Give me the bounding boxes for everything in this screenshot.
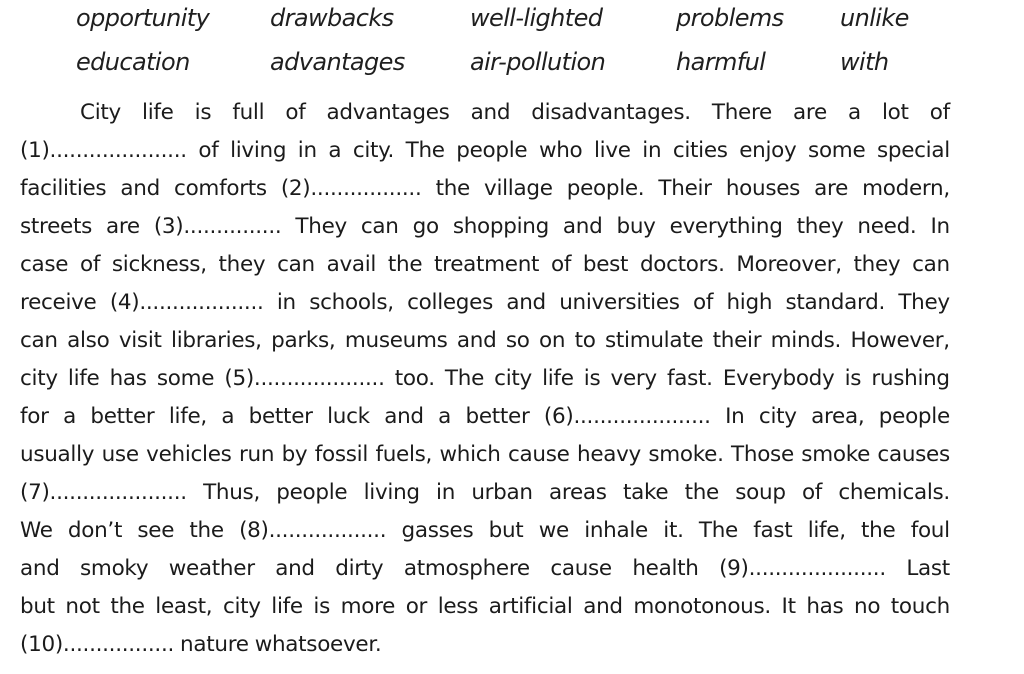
passage-word: and [583,594,623,619]
passage-word: very [610,366,657,391]
passage-word: are [105,214,140,239]
passage-word: take [622,480,669,505]
passage-word: universities [559,290,680,315]
passage-word: the [861,518,896,543]
passage-word: in [276,290,296,315]
passage-word: fuels, [375,442,433,467]
passage-word: or [405,594,428,619]
word-opportunity: opportunity [76,4,210,32]
passage-word: comforts [174,176,267,201]
passage-word: City [80,100,121,125]
passage-word: (9)..................... [719,556,886,581]
word-education: education [76,48,190,76]
word-harmful: harmful [676,48,766,76]
passage-word: has [109,366,147,391]
passage-word: can [360,214,399,239]
passage-word: we [538,518,569,543]
passage-word: full [232,100,265,125]
passage-line-3 [20,176,950,210]
passage-word: too. [394,366,435,391]
passage-word: their [712,328,762,353]
passage-word: fast [753,518,793,543]
passage-word: they [853,252,901,277]
passage-word: rushing [871,366,950,391]
passage-word: but [20,594,55,619]
passage-word: dirty [335,556,384,581]
passage-word: can [912,252,950,277]
passage-word: enjoy [739,138,797,163]
passage-word: the [387,252,423,277]
passage-word: not [65,594,100,619]
passage-word: disadvantages. [531,100,691,125]
passage-word: minds. [770,328,842,353]
passage-word: luck [327,404,370,429]
passage-word: chemicals. [838,480,950,505]
passage-word: Moreover, [736,252,842,277]
passage-word: parks, [271,328,336,353]
passage-word: can [277,252,315,277]
passage-word: schools, [309,290,394,315]
passage-word: need. [857,214,917,239]
passage-word: health [632,556,699,581]
passage-word: visit [118,328,162,353]
passage-word: libraries, [171,328,262,353]
passage-line-5 [20,252,950,286]
passage-word: less [437,594,479,619]
passage-word: facilities [20,176,107,201]
passage-word: gasses [401,518,474,543]
passage-word: people [456,138,528,163]
passage-word: case [20,252,69,277]
passage-line-4 [20,214,950,248]
passage-word: usually [20,442,95,467]
passage-word: everything [669,214,783,239]
passage-word: of [198,138,219,163]
passage-word: life [142,100,174,125]
passage-word: are [793,100,827,125]
passage-word: to [574,328,596,353]
passage-word: houses [725,176,801,201]
passage-word: of [801,480,823,505]
word-with: with [840,48,889,76]
passage-word: buy [616,214,656,239]
passage-word: better [90,404,155,429]
passage-word: fossil [314,442,369,467]
passage-word: (8).................. [239,518,387,543]
passage-word: of [550,252,572,277]
passage-word: life, [168,404,207,429]
passage-word: weather [168,556,255,581]
passage-word: is [313,594,330,619]
passage-word: a [221,404,235,429]
passage-word: the [684,480,719,505]
word-well-lighted: well-lighted [470,4,603,32]
passage-word: and [20,556,60,581]
passage-word: they [218,252,266,277]
passage-word: nature [180,632,249,657]
passage-word: causes [877,442,950,467]
passage-word: people. [566,176,645,201]
passage-word: has [806,594,844,619]
passage-word: life [67,366,100,391]
passage-word: they [796,214,844,239]
passage-word: (1)..................... [20,138,187,163]
passage-word: heavy [577,442,641,467]
passage-word: lot [881,100,909,125]
passage-word: smoke. [648,442,724,467]
passage-word: It [781,594,796,619]
passage-word: Last [906,556,950,581]
passage-word: cause [508,442,570,467]
word-air-pollution: air-pollution [470,48,606,76]
passage-word: atmosphere [403,556,530,581]
passage-word: The [698,518,738,543]
passage-word: the [435,176,470,201]
passage-word: modern, [862,176,950,201]
passage-word: city [494,366,532,391]
passage-word: foul [910,518,950,543]
passage-word: of [929,100,950,125]
passage-word: and [562,214,603,239]
passage-word: The [405,138,445,163]
passage-word: In [725,404,745,429]
passage-word: so [505,328,530,353]
passage-word: In [930,214,950,239]
passage-line-7 [20,328,950,362]
passage-word: streets [20,214,92,239]
passage-word: and [275,556,315,581]
passage-line-2 [20,138,950,172]
passage-line-9 [20,404,950,438]
passage-word: monotonous. [633,594,771,619]
passage-word: cause [550,556,612,581]
passage-word: can [20,328,58,353]
passage-word: cities [672,138,728,163]
passage-line-13 [20,556,950,590]
passage-word: and [384,404,424,429]
passage-word: stimulate [604,328,704,353]
passage-word: treatment [434,252,540,277]
passage-line-11 [20,480,950,514]
word-drawbacks: drawbacks [270,4,394,32]
word-box [0,0,1024,100]
passage-word: a [438,404,452,429]
passage-word: by [281,442,308,467]
passage-word: high [726,290,773,315]
passage-word: They [898,290,950,315]
passage-word: some [808,138,866,163]
passage-word: Those [731,442,794,467]
passage-word: in [297,138,317,163]
passage-word: receive [20,290,97,315]
passage-word: and [456,328,497,353]
passage-word: see [137,518,175,543]
passage-word: There [711,100,772,125]
passage-word: (7)..................... [20,480,187,505]
passage-word: city [20,366,58,391]
passage-word: and [120,176,160,201]
passage-word: (6)..................... [543,404,711,429]
passage-word: city. [352,138,395,163]
passage-word: areas [549,480,607,505]
passage-word: live [593,138,631,163]
passage-word: They [295,214,347,239]
passage-word: the [110,594,145,619]
passage-word: (4)................... [109,290,264,315]
passage-word: colleges [407,290,493,315]
word-advantages: advantages [270,48,405,76]
passage-word: living [363,480,420,505]
passage-word: least, [155,594,213,619]
passage-word: of [285,100,306,125]
passage-word: (5).................... [224,366,385,391]
passage-word: no [854,594,881,619]
passage-word: whatsoever. [254,632,382,657]
passage-word: city [758,404,797,429]
passage-word: inhale [584,518,648,543]
passage-word: city [222,594,261,619]
passage-word: in [436,480,456,505]
word-unlike: unlike [840,4,909,32]
passage-word: of [693,290,714,315]
passage-word: museums [344,328,448,353]
passage-line-12 [20,518,950,552]
passage-word: also [67,328,110,353]
passage-word: However, [850,328,950,353]
passage-word: sickness, [111,252,207,277]
passage-word: (3)............... [153,214,282,239]
passage-word: life [271,594,303,619]
passage-word: who [538,138,583,163]
passage-line-10 [20,442,950,476]
passage-word: is [583,366,601,391]
passage-word: and [470,100,511,125]
passage-word: are [814,176,849,201]
passage-word: best [582,252,629,277]
passage-word: standard. [785,290,885,315]
passage-word: in [642,138,662,163]
passage-line-1 [80,100,950,134]
word-problems: problems [676,4,784,32]
passage-word: it. [663,518,684,543]
passage-word: the [189,518,224,543]
passage-word: advantages [326,100,450,125]
passage-word: We [20,518,53,543]
passage-word: Thus, [203,480,260,505]
passage-word: a [63,404,76,429]
passage-line-15 [20,632,950,666]
passage-word: avail [326,252,377,277]
passage-word: more [340,594,396,619]
passage-word: soup [735,480,786,505]
passage-word: but [488,518,524,543]
passage-word: for [20,404,49,429]
passage-word: Everybody [722,366,835,391]
passage-word: is [844,366,862,391]
passage-word: village [484,176,553,201]
passage-word: don’t [67,518,123,543]
passage-line-6 [20,290,950,324]
passage-word: on [539,328,566,353]
passage-word: and [506,290,546,315]
passage-word: run [238,442,275,467]
passage-word: some [156,366,215,391]
passage-word: people [878,404,950,429]
passage-word: special [876,138,950,163]
passage-word: urban [471,480,533,505]
passage-word: vehicles [146,442,232,467]
passage-word: touch [890,594,950,619]
passage-word: doctors. [639,252,725,277]
passage-word: area, [811,404,865,429]
passage-word: smoke [801,442,871,467]
passage-word: living [230,138,287,163]
passage-word: go [412,214,439,239]
passage-word: a [848,100,861,125]
passage-word: (10)................. [20,632,175,657]
passage-word: of [80,252,101,277]
passage-word: Their [658,176,712,201]
passage-word: people [276,480,348,505]
passage-word: is [194,100,212,125]
passage-word: which [439,442,501,467]
passage-word: (2)................. [280,176,422,201]
passage-word: fast. [667,366,713,391]
passage-line-14 [20,594,950,628]
passage-word: use [101,442,139,467]
passage-word: artificial [488,594,573,619]
passage-word: a [328,138,342,163]
passage-word: life [542,366,574,391]
passage-word: life, [807,518,846,543]
passage-word: better [465,404,530,429]
passage-word: better [248,404,313,429]
passage-line-8 [20,366,950,400]
passage-word: smoky [80,556,149,581]
passage-word: shopping [452,214,549,239]
passage-word: The [444,366,485,391]
